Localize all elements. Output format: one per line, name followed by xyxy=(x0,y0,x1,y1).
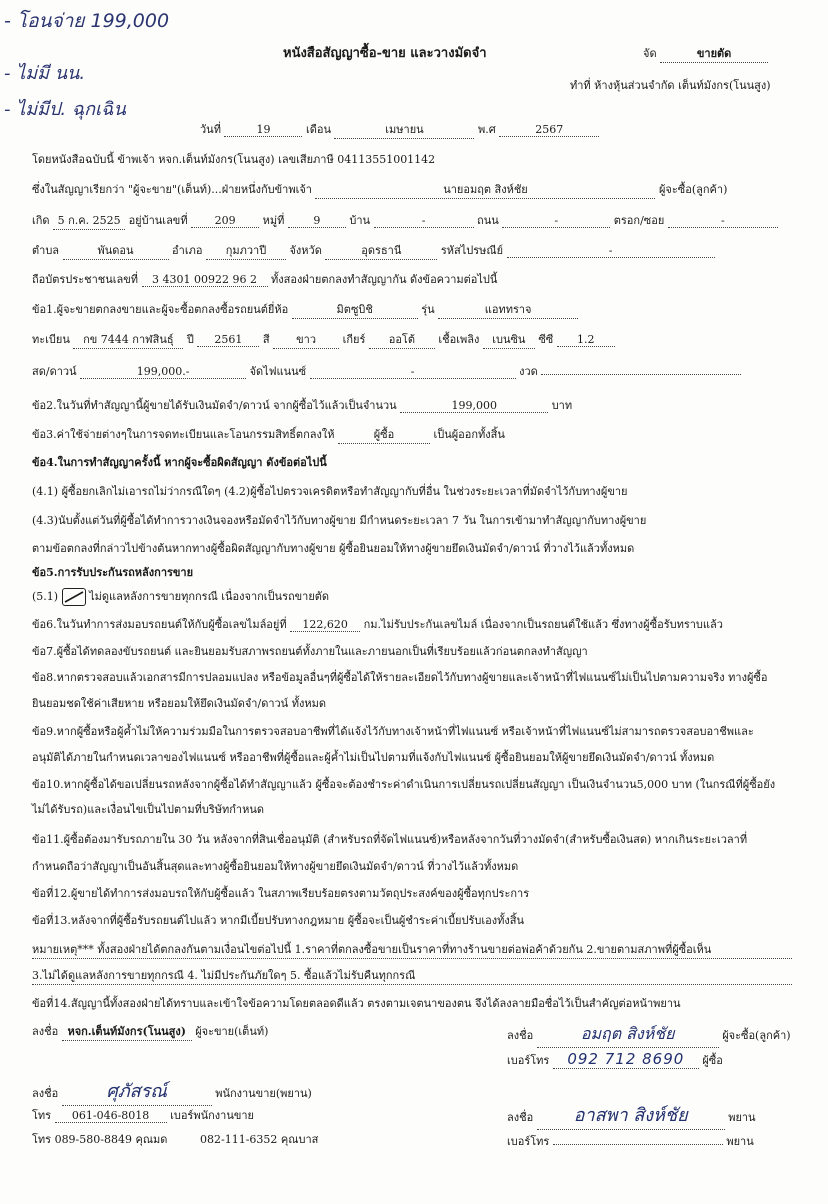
seller-name: หจก.เต็นท์มังกร(โนนสูง) xyxy=(62,1022,192,1041)
clause-4-heading: ข้อ4.ในการทำสัญญาครั้งนี้ หากผู้จะซื้อผิดสัญญา ดังข้อต่อไปนี้ xyxy=(32,456,327,469)
road-label: ถนน xyxy=(477,214,499,227)
clause-4-3-cont: ตามข้อตกลงที่กล่าวไปข้างต้นหากทางผู้ซื้อผิดสัญญากับทางผู้ขาย ผู้ซื้อยินยอมให้ทางผู้ขายยึดเงินมัดจำ/ดาวน์ ที่วางไว้แล้วทั้งหมด xyxy=(32,542,635,555)
price-line xyxy=(32,362,741,380)
color-label: สี xyxy=(262,333,270,346)
gear-label: เกียร์ xyxy=(342,333,366,346)
clause-3-text: ข้อ3.ค่าใช้จ่ายต่างๆในการจดทะเบียนและโอนกรรมสิทธิ์ตกลงให้ xyxy=(32,428,335,441)
clause-7: ข้อ7.ผู้ซื้อได้ทดลองขับรถยนต์ และยินยอมรับสภาพรถยนต์ทั้งภายในและภายนอกเป็นที่เรียบร้อยแล้วก่อนตกลงทำสัญญา xyxy=(32,645,588,658)
moo-value: 9 xyxy=(288,214,346,228)
deal-type xyxy=(643,44,768,63)
vehicle-reg: กข 7444 กาฬสินธุ์ xyxy=(73,330,183,349)
clause-11a: ข้อ11.ผู้ซื้อต้องมารับรถภายใน 30 วัน หลังจากที่สินเชื่ออนุมัติ (สำหรับรถที่จัดไฟแนนซ์)หรือหลังจากวันที่วางมัดจำ(สำหรับซื้อเงินสด) หากเกินระยะเวลาที่ xyxy=(32,833,748,846)
staff-phone: 061-046-8018 xyxy=(55,1109,167,1123)
remark-line-2: 3.ไม่ได้ดูแลหลังการขายทุกกรณี 4. ไม่มีประกันภัยใดๆ 5. ซื้อแล้วไม่รับคืนทุกกรณี xyxy=(32,966,792,985)
remark-label: หมายเหตุ*** xyxy=(32,943,94,956)
date-line xyxy=(200,120,599,139)
tambon-value: พันดอน xyxy=(63,241,169,260)
witness-signature: อาสพา สิงห์ชัย xyxy=(537,1100,725,1130)
mileage-value: 122,620 xyxy=(290,618,360,632)
price-value: 199,000.- xyxy=(80,365,246,379)
postcode-value: - xyxy=(507,244,715,258)
clause-14: ข้อที่14.สัญญานี้ทั้งสองฝ่ายได้ทราบและเข้าใจข้อความโดยตลอดดีแล้ว ตรงตามเจตนาของตน จึงได้ลงลายมือชื่อไว้เป็นสำคัญต่อหน้าพยาน xyxy=(32,997,681,1010)
month-label: เดือน xyxy=(305,123,331,136)
clause-2-text: ข้อ2.ในวันที่ทำสัญญานี้ผู้ขายได้รับเงินมัดจำ/ดาวน์ จากผู้ซื้อไว้แล้วเป็นจำนวน xyxy=(32,399,397,412)
office-phone-1: โทร 089-580-8849 คุณมด xyxy=(32,1133,168,1146)
province-value: อุดรธานี xyxy=(325,241,437,260)
vehicle-cc: 1.2 xyxy=(557,333,615,347)
seller-role: ผู้จะขาย(เต็นท์) xyxy=(195,1025,269,1038)
clause-8a: ข้อ8.หากตรวจสอบแล้วเอกสารมีการปลอมแปลง หรือข้อมูลอื่นๆที่ผู้ซื้อได้ให้รายละเอียดไว้กับทางผู้ขายและเจ้าหน้าที่ไฟแนนซ์ไม่เป็นไปตามความจริง ทางผู้ซื้อ xyxy=(32,671,768,684)
id-value: 3 4301 00922 96 2 xyxy=(142,273,268,287)
deposit-unit: บาท xyxy=(551,399,573,412)
document-title: หนังสือสัญญาซื้อ-ขาย และวางมัดจำ xyxy=(283,46,487,61)
staff-phone-line xyxy=(32,1106,254,1124)
clause-3 xyxy=(32,425,505,444)
buyer-signature: อมฤต สิงห์ชัย xyxy=(537,1022,719,1048)
clause-12: ข้อที่12.ผู้ขายได้ทำการส่งมอบรถให้กับผู้ซื้อแล้ว ในสภาพเรียบร้อยตรงตามวัตถุประสงค์ของผู้ซื้อทุกประการ xyxy=(32,887,530,900)
buyer-role-label: ผู้จะซื้อ(ลูกค้า) xyxy=(658,183,728,196)
house-value: 209 xyxy=(191,214,259,228)
buyer-phone-line xyxy=(507,1050,723,1069)
month-value: เมษายน xyxy=(334,120,474,139)
clause-3-post: เป็นผู้ออกทั้งสิ้น xyxy=(433,428,505,441)
day-label: วันที่ xyxy=(200,123,221,136)
check-mark-icon xyxy=(63,589,85,605)
village-label: บ้าน xyxy=(349,214,371,227)
buyer-name: นายอมฤต สิงห์ชัย xyxy=(315,180,655,199)
clause-8b: ยินยอมชดใช้ค่าเสียหาย หรือยอมให้ยึดเงินมัดจำ/ดาวน์ ทั้งหมด xyxy=(32,697,326,710)
reg-label: ทะเบียน xyxy=(32,333,70,346)
year-value: 2567 xyxy=(499,123,599,137)
clause-10b: ไม่ได้รับรถ)และเงื่อนไขเป็นไปตามที่บริษัทกำหนด xyxy=(32,803,264,816)
vehicle-gear: ออโต้ xyxy=(369,330,435,349)
id-post-text: ทั้งสองฝ่ายตกลงทำสัญญากัน ดังข้อความต่อไปนี้ xyxy=(271,273,498,286)
witness-sign-label: ลงชื่อ xyxy=(507,1111,534,1124)
buyer-signature-line xyxy=(507,1022,791,1048)
clause-6-post: กม.ไม่รับประกันเลขไมล์ เนื่องจากเป็นรถยนต์ใช้แล้ว ซึ่งทางผู้ซื้อรับทราบแล้ว xyxy=(363,618,723,631)
soi-value: - xyxy=(668,214,778,228)
staff-signature-line xyxy=(32,1076,312,1106)
clause-1 xyxy=(32,300,578,319)
price-label: สด/ดาวน์ xyxy=(32,365,77,378)
born-label: เกิด xyxy=(32,214,50,227)
vehicle-fuel: เบนซิน xyxy=(483,330,535,349)
amphoe-value: กุมภวาปี xyxy=(206,241,286,260)
vehicle-year-label: ปี xyxy=(186,333,194,346)
clause-6 xyxy=(32,615,723,633)
clause-2 xyxy=(32,396,572,414)
vehicle-color: ขาว xyxy=(273,330,339,349)
fuel-label: เชื้อเพลิง xyxy=(438,333,480,346)
village-value: - xyxy=(374,214,474,228)
staff-role: พนักงานขาย(พยาน) xyxy=(215,1087,312,1100)
year-label: พ.ศ xyxy=(477,123,496,136)
buyer-phone: 092 712 8690 xyxy=(553,1050,699,1069)
no-warranty-checkbox[interactable] xyxy=(62,588,86,606)
installment-value xyxy=(541,362,741,375)
witness-role: พยาน xyxy=(728,1111,756,1124)
vehicle-year: 2561 xyxy=(197,333,259,347)
vehicle-details xyxy=(32,330,615,349)
clause-9b: อนุมัติได้ภายในกำหนดเวลาของไฟแนนซ์ หรืออาชีพที่ผู้ซื้อและผู้ค้ำไม่เป็นไปตามที่แจ้งกับไฟแนนซ์ ผู้ซื้อยินยอมให้ผู้ขายยึดเงินมัดจำ/ดาวน์ ทั้งหมด xyxy=(32,751,715,764)
clause-11b: กำหนดถือว่าสัญญาเป็นอันสิ้นสุดและทางผู้ซื้อยินยอมให้ทางผู้ขายยึดเงินมัดจำ/ดาวน์ ที่วางไว้แล้วทั้งหมด xyxy=(32,860,519,873)
place-line: ทำที่ ห้างหุ้นส่วนจำกัด เต็นท์มังกร(โนนสูง) xyxy=(570,79,771,92)
vehicle-brand: มิตซูบิชิ xyxy=(292,300,418,319)
moo-label: หมู่ที่ xyxy=(262,214,285,227)
staff-signature: ศุภัสรณ์ xyxy=(62,1076,212,1106)
staff-phone-label: โทร xyxy=(32,1109,52,1122)
seller-sign-label: ลงชื่อ xyxy=(32,1025,59,1038)
vehicle-model: แอททราจ xyxy=(438,300,578,319)
province-label: จังหวัด xyxy=(289,244,322,257)
cc-label: ซีซี xyxy=(538,333,554,346)
office-phone-2: 082-111-6352 คุณบาส xyxy=(200,1133,319,1146)
amphoe-label: อำเภอ xyxy=(172,244,203,257)
witness-phone-role: พยาน xyxy=(726,1135,754,1148)
postcode-label: รหัสไปรษณีย์ xyxy=(440,244,504,257)
finance-label: จัดไฟแนนซ์ xyxy=(249,365,307,378)
address-line-2 xyxy=(32,241,715,260)
clause-5-heading: ข้อ5.การรับประกันรถหลังการขาย xyxy=(32,566,194,579)
tambon-label: ตำบล xyxy=(32,244,60,257)
road-value: - xyxy=(502,214,610,228)
clause-1-label: ข้อ1.ผู้จะขายตกลงขายและผู้จะซื้อตกลงซื้อรถยนต์ยี่ห้อ xyxy=(32,303,289,316)
intro-line-2-pre: ซึ่งในสัญญาเรียกว่า "ผู้จะขาย"(เต็นท์)...ฝ่ายหนึ่งกับข้าพเจ้า xyxy=(32,183,312,196)
clause-5-1-text: ไม่ดูแลหลังการขายทุกกรณี เนื่องจากเป็นรถขายตัด xyxy=(89,590,330,603)
intro-line-2 xyxy=(32,180,727,199)
buyer-sign-label: ลงชื่อ xyxy=(507,1029,534,1042)
deal-value: ขายตัด xyxy=(660,44,768,63)
remark-text-1: ทั้งสองฝ่ายได้ตกลงกันตามเงื่อนไขต่อไปนี้ 1.ราคาที่ตกลงซื้อขายเป็นราคาที่ทางร้านขายต่อพ่อค้าด้วยกัน 2.ขายตามสภาพที่ผู้ซื้อเห็น xyxy=(97,943,712,956)
witness-signature-line xyxy=(507,1100,756,1130)
finance-value: - xyxy=(310,365,516,379)
witness-phone-label: เบอร์โทร xyxy=(507,1135,550,1148)
house-label: อยู่บ้านเลขที่ xyxy=(128,214,188,227)
clause-4-1: (4.1) ผู้ซื้อยกเลิกไม่เอารถไม่ว่ากรณีใดๆ (4.2)ผู้ซื้อไปตรวจเครดิตหรือทำสัญญากับที่อื่น ในช่วงระยะเวลาที่มัดจำไว้กับทางผู้ขาย xyxy=(32,485,628,498)
day-value: 19 xyxy=(224,123,302,137)
handwritten-note-weight: - ไม่มี นน. xyxy=(4,63,86,84)
handwritten-note-emergency: - ไม่มีป. ฉุกเฉิน xyxy=(4,99,126,120)
buyer-phone-label: เบอร์โทร xyxy=(507,1054,550,1067)
clause-6-text: ข้อ6.ในวันทำการส่งมอบรถยนต์ให้กับผู้ซื้อเลขไมล์อยู่ที่ xyxy=(32,618,287,631)
soi-label: ตรอก/ซอย xyxy=(613,214,665,227)
handwritten-note-transfer: - โอนจ่าย 199,000 xyxy=(4,10,170,32)
clause-4-3: (4.3)นับตั้งแต่วันที่ผู้ซื้อได้ทำการวางเงินจองหรือมัดจำไว้กับทางผู้ขาย มีกำหนดระยะเวลา 7 วัน ในการเข้ามาทำสัญญากับทางผู้ขาย xyxy=(32,514,647,527)
clause-5-1-number: (5.1) xyxy=(32,590,59,603)
model-label: รุ่น xyxy=(421,303,435,316)
installment-label: งวด xyxy=(519,365,538,378)
buyer-sign-role: ผู้จะซื้อ(ลูกค้า) xyxy=(722,1029,791,1042)
clause-13: ข้อที่13.หลังจากที่ผู้ซื้อรับรถยนต์ไปแล้ว หากมีเบี้ยปรับทางกฎหมาย ผู้ซื้อจะเป็นผู้ชำระค่าเบี้ยปรับเองทั้งสิ้น xyxy=(32,914,524,927)
witness-phone-line xyxy=(507,1132,754,1150)
clause-9a: ข้อ9.หากผู้ซื้อหรือผู้ค้ำไม่ให้ความร่วมมือในการตรวจสอบอาชีพที่ได้แจ้งไว้กับทางเจ้าหน้าที่ไฟแนนซ์ หรือเจ้าหน้าที่ไฟแนนซ์ไม่สามารถตรวจสอบอาชีพและ xyxy=(32,725,754,738)
clause-10a: ข้อ10.หากผู้ซื้อได้ขอเปลี่ยนรถหลังจากผู้ซื้อได้ทำสัญญาแล้ว ผู้ซื้อจะต้องชำระค่าดำเนินการเปลี่ยนรถเปลี่ยนสัญญา เป็นเงินจำนวน5,000 บาท (ในกรณีที่ผู้ซื้อยัง xyxy=(32,778,776,791)
born-value: 5 ก.ค. 2525 xyxy=(53,211,125,230)
clause-5-1 xyxy=(32,587,329,606)
id-label: ถือบัตรประชาชนเลขที่ xyxy=(32,273,138,286)
buyer-phone-role: ผู้ซื้อ xyxy=(702,1054,723,1067)
intro-line-1: โดยหนังสือฉบับนี้ ข้าพเจ้า หจก.เต็นท์มังกร(โนนสูง) เลขเสียภาษี 04113551001142 xyxy=(32,153,436,166)
staff-phone-role: เบอร์พนักงานขาย xyxy=(170,1109,254,1122)
deposit-amount: 199,000 xyxy=(400,399,548,413)
seller-signature-line xyxy=(32,1022,268,1041)
deal-label: จัด xyxy=(643,47,657,60)
fee-payer: ผู้ซื้อ xyxy=(338,425,430,444)
remark-line-1 xyxy=(32,940,792,959)
witness-phone xyxy=(553,1132,723,1145)
address-line-1 xyxy=(32,211,778,230)
id-line xyxy=(32,270,497,288)
staff-sign-label: ลงชื่อ xyxy=(32,1087,59,1100)
